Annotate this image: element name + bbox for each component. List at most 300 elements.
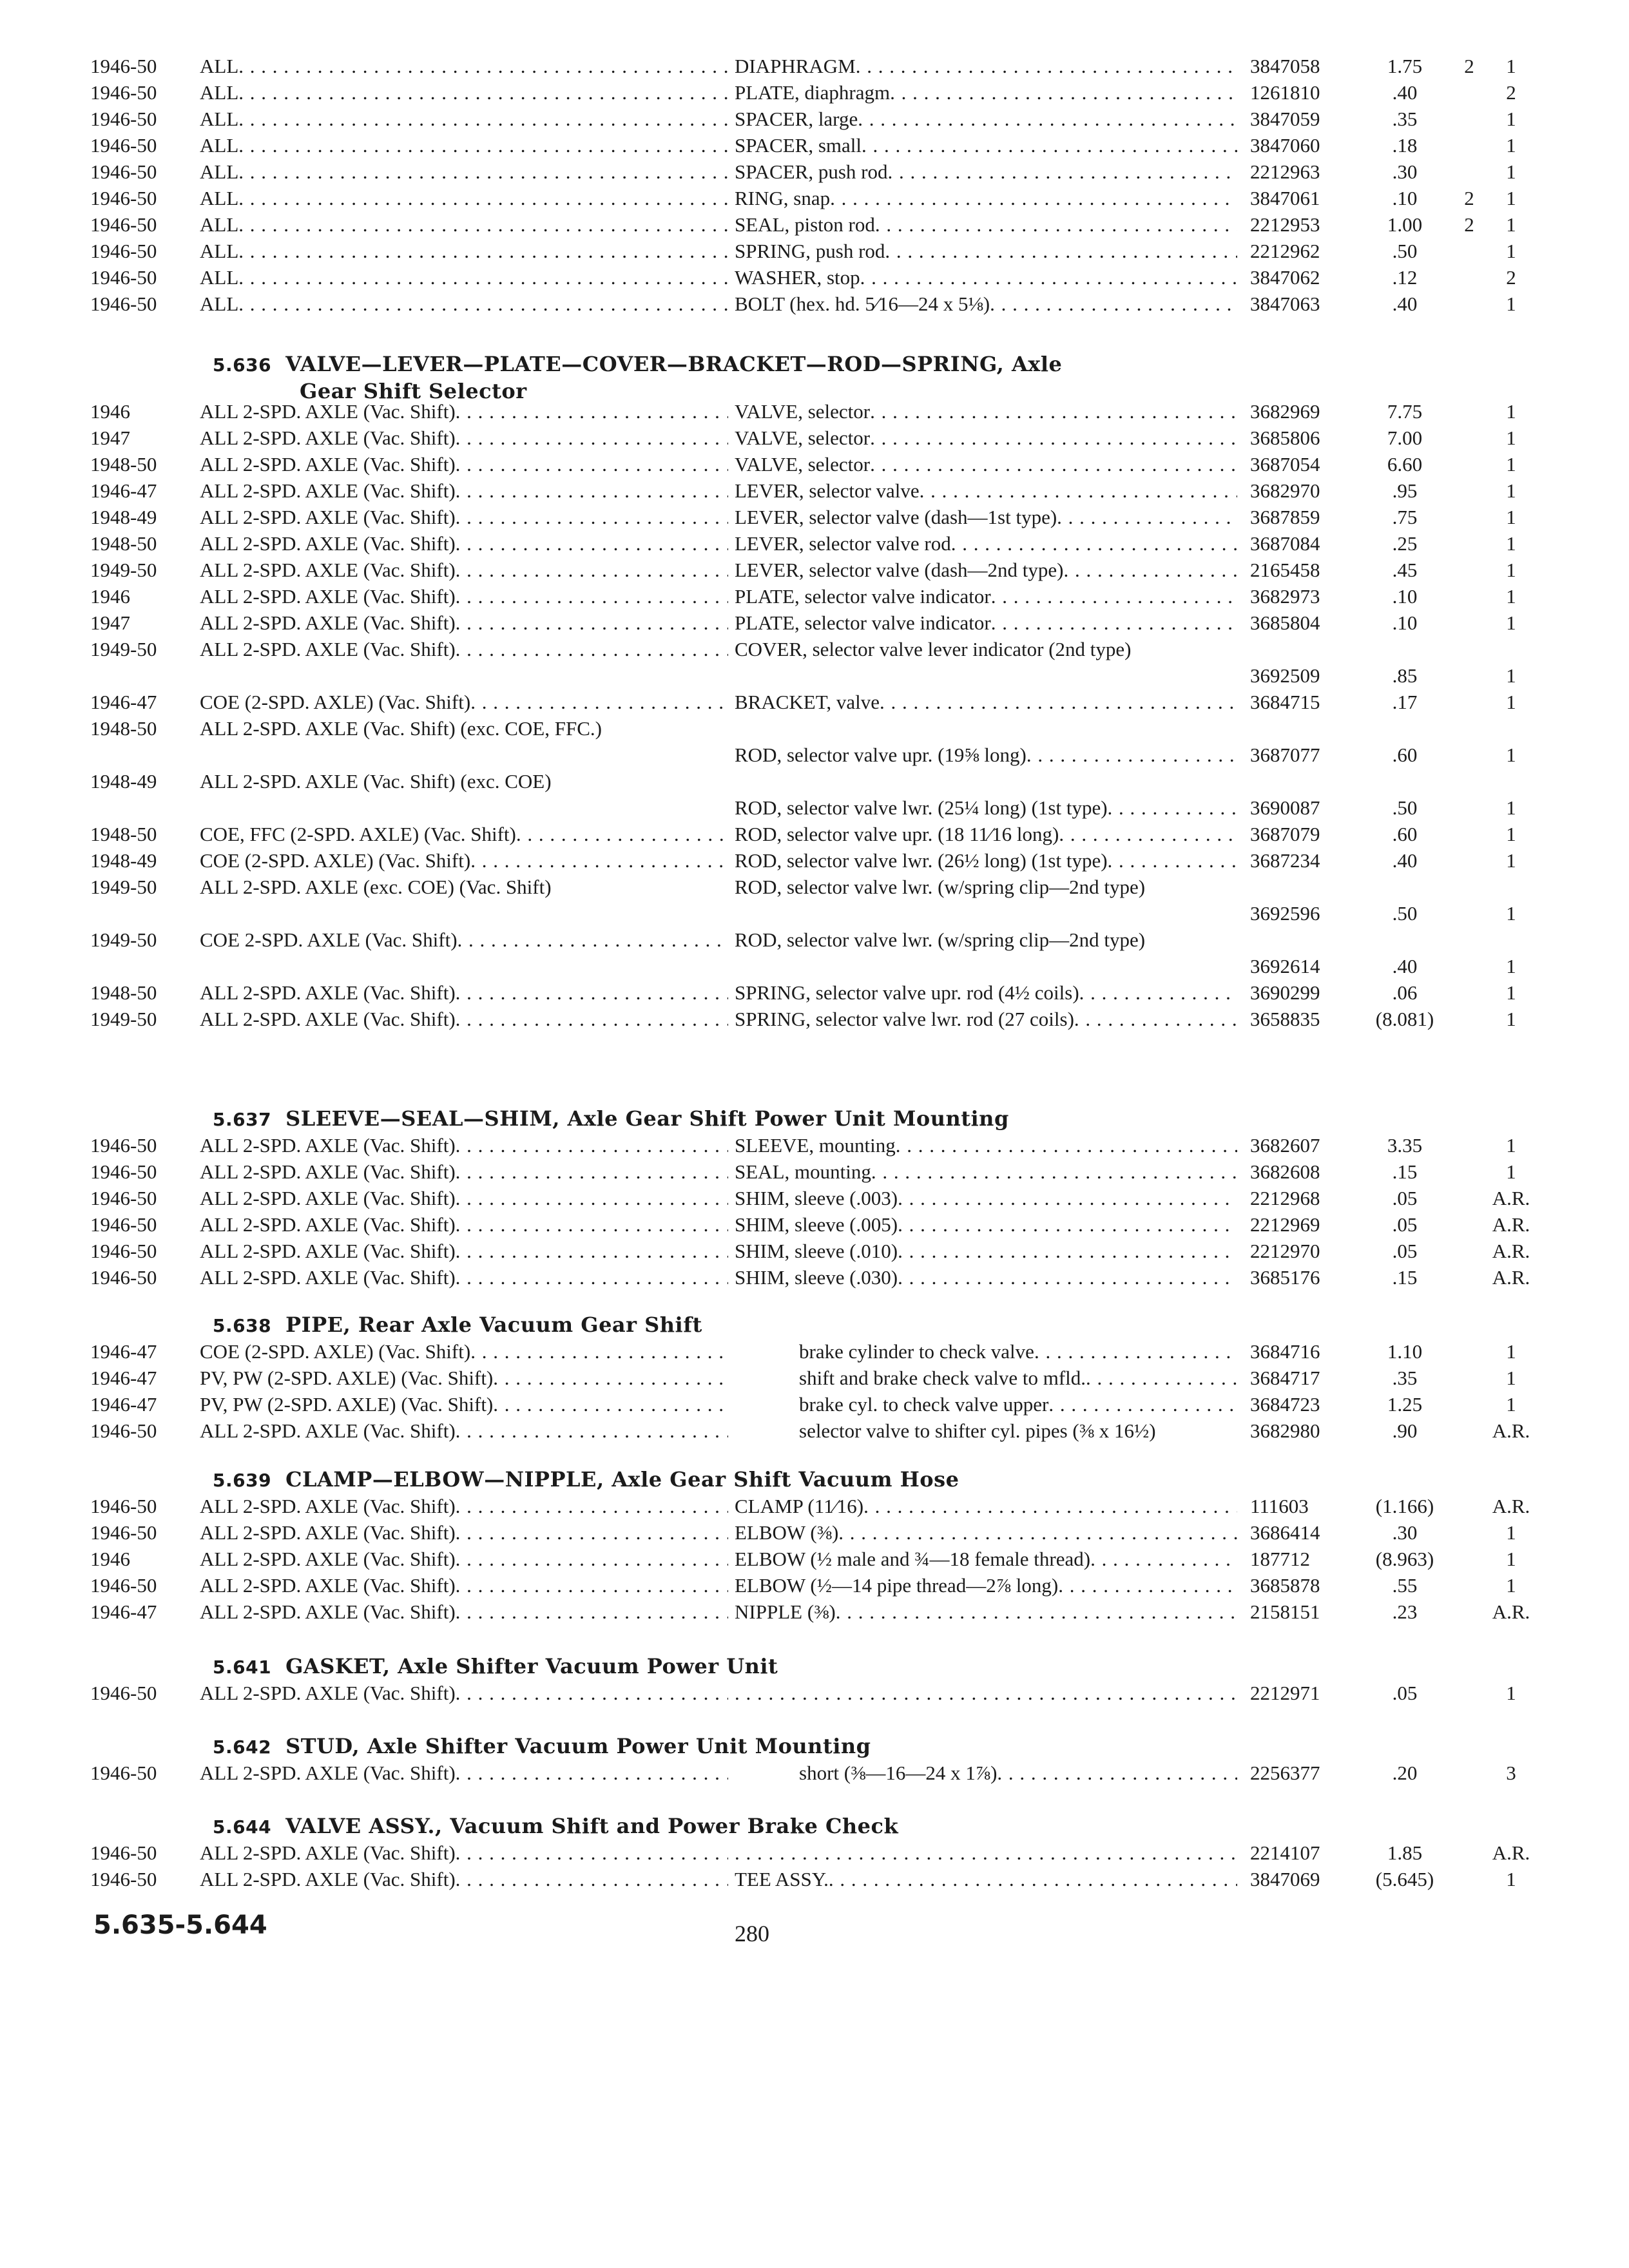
section-title: GASKET, Axle Shifter Vacuum Power Unit	[285, 1654, 778, 1678]
application-text: ALL 2-SPD. AXLE (Vac. Shift)	[200, 1240, 456, 1262]
section-number: 5.642	[213, 1736, 272, 1758]
section-number: 5.637	[213, 1109, 272, 1130]
part-number-cell: 3692596	[1250, 902, 1320, 925]
description-cell	[799, 1760, 1237, 1786]
part-number-cell: 3847063	[1250, 293, 1320, 315]
qty-b-cell: 1	[1506, 453, 1516, 476]
leader-dots	[456, 1599, 728, 1625]
description-cell	[735, 238, 1237, 264]
description-cell	[735, 1680, 1237, 1706]
description-cell	[735, 1493, 1237, 1519]
application-cell	[200, 847, 728, 874]
application-cell	[200, 1264, 728, 1291]
leader-dots	[456, 1572, 728, 1599]
parts-block-continued	[90, 53, 1516, 317]
price-cell: .50	[1392, 240, 1418, 262]
description-text: NIPPLE (⅜)	[735, 1600, 836, 1623]
price-cell: 6.60	[1387, 453, 1423, 476]
section-heading	[213, 1466, 1373, 1494]
price-cell: .35	[1392, 108, 1418, 130]
description-text: PLATE, diaphragm	[735, 81, 891, 104]
description-text: WASHER, stop	[735, 266, 860, 289]
parts-block-5639	[90, 1493, 1530, 1625]
part-number-cell: 111603	[1250, 1495, 1309, 1517]
table-row	[90, 264, 1516, 291]
description-cell	[735, 398, 1237, 425]
year-cell: 1946	[90, 1548, 130, 1570]
price-cell: .60	[1392, 744, 1418, 766]
description-text: RING, snap	[735, 187, 831, 209]
leader-dots	[456, 1418, 728, 1444]
description-text: LEVER, selector valve (dash—2nd type)	[735, 559, 1064, 581]
year-cell: 1946-50	[90, 1160, 157, 1183]
leader-dots	[887, 159, 1237, 185]
year-cell: 1946-47	[90, 1340, 157, 1363]
year-cell: 1946-50	[90, 1495, 157, 1517]
qty-b-cell: 1	[1506, 849, 1516, 872]
part-number-cell: 2212969	[1250, 1213, 1320, 1236]
part-number-cell: 3682980	[1250, 1419, 1320, 1442]
part-number-cell: 2158151	[1250, 1600, 1320, 1623]
leader-dots	[875, 211, 1237, 238]
part-number-cell: 3684715	[1250, 691, 1320, 713]
description-text: SPRING, selector valve lwr. rod (27 coils)	[735, 1008, 1074, 1030]
description-cell	[735, 451, 1237, 477]
application-cell	[200, 530, 728, 557]
parts-block-5636	[90, 398, 1516, 1032]
description-cell	[735, 1572, 1237, 1599]
leader-dots	[456, 425, 728, 451]
part-number-cell: 3686414	[1250, 1521, 1320, 1544]
qty-b-cell: 1	[1506, 1868, 1516, 1890]
year-cell: 1947	[90, 611, 130, 634]
description-text: SLEEVE, mounting	[735, 1134, 896, 1157]
application-text: COE (2-SPD. AXLE) (Vac. Shift)	[200, 849, 471, 872]
section-title: SLEEVE—SEAL—SHIM, Axle Gear Shift Power Unit Mounting	[285, 1106, 1009, 1131]
application-text: ALL 2-SPD. AXLE (Vac. Shift)	[200, 981, 456, 1004]
part-number-cell: 3687084	[1250, 532, 1320, 555]
parts-block-5638	[90, 1338, 1530, 1444]
price-cell: .95	[1392, 479, 1418, 502]
qty-b-cell: 1	[1506, 506, 1516, 528]
leader-dots	[890, 79, 1237, 106]
price-cell: .50	[1392, 796, 1418, 819]
price-cell: .50	[1392, 902, 1418, 925]
year-cell: 1946-50	[90, 213, 157, 236]
description-text: ROD, selector valve lwr. (25¼ long) (1st type)	[735, 796, 1108, 819]
price-cell: .15	[1392, 1266, 1418, 1289]
leader-dots	[238, 238, 728, 264]
qty-b-cell: 1	[1506, 559, 1516, 581]
description-text: LEVER, selector valve	[735, 479, 920, 502]
description-text: SEAL, piston rod	[735, 213, 875, 236]
section-title: CLAMP—ELBOW—NIPPLE, Axle Gear Shift Vacuum Hose	[285, 1467, 959, 1492]
parts-block-5642	[90, 1760, 1516, 1786]
leader-dots	[238, 211, 728, 238]
leader-dots	[456, 610, 728, 636]
description-cell	[735, 1264, 1237, 1291]
table-row	[90, 689, 1516, 715]
leader-dots	[1027, 742, 1237, 768]
leader-dots	[516, 821, 728, 847]
table-row	[90, 1365, 1516, 1391]
leader-dots	[456, 1760, 728, 1786]
application-cell	[200, 504, 728, 530]
section-number: 5.641	[213, 1657, 272, 1678]
leader-dots	[1108, 847, 1237, 874]
description-cell	[735, 821, 1237, 847]
application-cell	[200, 927, 728, 953]
price-cell: 1.85	[1387, 1841, 1423, 1864]
leader-dots	[456, 477, 728, 504]
year-cell: 1946-50	[90, 1868, 157, 1890]
year-cell: 1949-50	[90, 559, 157, 581]
leader-dots	[1108, 794, 1237, 821]
part-number-cell: 3682973	[1250, 585, 1320, 608]
table-row	[90, 768, 1516, 821]
leader-dots	[238, 106, 728, 132]
application-text: ALL 2-SPD. AXLE (exc. COE) (Vac. Shift)	[200, 876, 552, 898]
leader-dots	[238, 79, 728, 106]
leader-dots	[493, 1391, 728, 1418]
price-cell: 3.35	[1387, 1134, 1423, 1157]
application-cell	[200, 79, 728, 106]
leader-dots	[456, 1185, 728, 1211]
leader-dots	[898, 1238, 1237, 1264]
price-cell: 1.10	[1387, 1340, 1423, 1363]
description-text: ELBOW (⅜)	[735, 1521, 839, 1544]
table-row	[90, 1264, 1530, 1291]
part-number-cell: 3682969	[1250, 400, 1320, 423]
year-cell: 1948-49	[90, 849, 157, 872]
description-cell	[735, 53, 1237, 79]
application-cell	[200, 1760, 728, 1786]
table-row	[90, 715, 1516, 768]
application-text: ALL 2-SPD. AXLE (Vac. Shift)	[200, 1419, 456, 1442]
year-cell: 1946-50	[90, 1574, 157, 1597]
leader-dots	[829, 1866, 1237, 1892]
table-row	[90, 1391, 1516, 1418]
qty-b-cell: A.R.	[1492, 1419, 1530, 1442]
description-cell	[735, 1132, 1237, 1158]
price-cell: .75	[1392, 506, 1418, 528]
description-text: PLATE, selector valve indicator	[735, 611, 991, 634]
application-text: COE (2-SPD. AXLE) (Vac. Shift)	[200, 1340, 471, 1363]
qty-b-cell: 1	[1506, 532, 1516, 555]
price-cell: .05	[1392, 1187, 1418, 1209]
application-text: ALL	[200, 108, 239, 130]
application-text: ALL 2-SPD. AXLE (Vac. Shift)	[200, 453, 456, 476]
part-number-cell: 3687077	[1250, 744, 1320, 766]
application-text: ALL 2-SPD. AXLE (Vac. Shift)	[200, 400, 456, 423]
qty-b-cell: 1	[1506, 160, 1516, 183]
leader-dots	[880, 689, 1237, 715]
price-cell: .30	[1392, 160, 1418, 183]
application-cell	[200, 1840, 728, 1866]
table-row	[90, 398, 1516, 425]
leader-dots	[1064, 557, 1238, 583]
application-cell	[200, 636, 728, 662]
leader-dots	[238, 159, 728, 185]
part-number-cell: 2214107	[1250, 1841, 1320, 1864]
table-row	[90, 927, 1516, 979]
section-heading	[213, 351, 1373, 405]
application-text: ALL 2-SPD. AXLE (Vac. Shift)	[200, 1762, 456, 1784]
price-cell: (1.166)	[1375, 1495, 1434, 1517]
table-row	[90, 636, 1516, 689]
leader-dots	[456, 451, 728, 477]
application-text: ALL 2-SPD. AXLE (Vac. Shift)	[200, 1213, 456, 1236]
price-cell: .18	[1392, 134, 1418, 157]
qty-b-cell: A.R.	[1492, 1841, 1530, 1864]
part-number-cell: 3847059	[1250, 108, 1320, 130]
description-cell	[735, 264, 1237, 291]
qty-b-cell: 1	[1506, 427, 1516, 449]
price-cell: .23	[1392, 1600, 1418, 1623]
description-cell: ROD, selector valve lwr. (w/spring clip—2nd type)	[735, 928, 1146, 951]
qty-b-cell: 1	[1506, 134, 1516, 157]
application-cell	[200, 1006, 728, 1032]
qty-b-cell: 1	[1506, 1393, 1516, 1416]
table-row	[90, 425, 1516, 451]
description-text: ROD, selector valve lwr. (26½ long) (1st type)	[735, 849, 1108, 872]
description-cell	[735, 1599, 1237, 1625]
section-subtitle: Gear Shift Selector	[300, 379, 527, 403]
application-text: ALL 2-SPD. AXLE (Vac. Shift)	[200, 1187, 456, 1209]
leader-dots	[1048, 1391, 1237, 1418]
description-text: LEVER, selector valve rod	[735, 532, 951, 555]
table-row	[90, 211, 1516, 238]
table-row	[90, 238, 1516, 264]
leader-dots	[997, 1760, 1237, 1786]
part-number-cell: 3687079	[1250, 823, 1320, 845]
table-row	[90, 1519, 1516, 1546]
application-cell	[200, 1238, 728, 1264]
part-number-cell: 1261810	[1250, 81, 1320, 104]
part-number-cell: 2212962	[1250, 240, 1320, 262]
year-cell: 1948-50	[90, 453, 157, 476]
qty-b-cell: 1	[1506, 691, 1516, 713]
table-row	[90, 1211, 1530, 1238]
description-cell	[735, 185, 1237, 211]
description-text: TEE ASSY.	[735, 1868, 829, 1890]
leader-dots	[830, 185, 1237, 211]
qty-b-cell: 1	[1506, 585, 1516, 608]
price-cell: .10	[1392, 585, 1418, 608]
part-number-cell: 2212963	[1250, 160, 1320, 183]
year-cell: 1948-50	[90, 532, 157, 555]
year-cell: 1948-49	[90, 506, 157, 528]
leader-dots	[456, 1866, 728, 1892]
application-cell	[200, 211, 728, 238]
part-number-cell: 3690299	[1250, 981, 1320, 1004]
part-number-cell: 2212953	[1250, 213, 1320, 236]
leader-dots	[951, 530, 1237, 557]
table-row	[90, 1599, 1530, 1625]
description-text: ROD, selector valve upr. (18 11⁄16 long)	[735, 823, 1059, 845]
application-cell	[200, 1158, 728, 1185]
qty-b-cell: 1	[1506, 240, 1516, 262]
description-cell	[735, 742, 1237, 768]
leader-dots	[870, 425, 1237, 451]
application-text: ALL	[200, 293, 239, 315]
year-cell: 1949-50	[90, 638, 157, 660]
part-number-cell: 3685804	[1250, 611, 1320, 634]
year-cell: 1946-50	[90, 1841, 157, 1864]
table-row	[90, 504, 1516, 530]
qty-b-cell: 1	[1506, 1134, 1516, 1157]
description-text: VALVE, selector	[735, 400, 871, 423]
table-row	[90, 1158, 1516, 1185]
section-range-footer: 5.635-5.644	[93, 1910, 267, 1940]
description-cell	[735, 1158, 1237, 1185]
section-number: 5.644	[213, 1816, 272, 1838]
table-row	[90, 1840, 1530, 1866]
qty-b-cell: 1	[1506, 744, 1516, 766]
description-text: selector valve to shifter cyl. pipes (⅜ x 16½)	[799, 1419, 1156, 1442]
price-cell: 7.75	[1387, 400, 1423, 423]
application-text: ALL 2-SPD. AXLE (Vac. Shift)	[200, 479, 456, 502]
qty-b-cell: A.R.	[1492, 1240, 1530, 1262]
leader-dots	[885, 238, 1237, 264]
leader-dots	[238, 132, 728, 159]
year-cell: 1946-50	[90, 55, 157, 77]
leader-dots	[863, 1493, 1237, 1519]
description-cell	[735, 425, 1237, 451]
qty-a-cell: 2	[1464, 187, 1474, 209]
section-number: 5.638	[213, 1315, 272, 1336]
year-cell: 1946-47	[90, 479, 157, 502]
leader-dots	[991, 583, 1237, 610]
table-row	[90, 1866, 1516, 1892]
application-text: ALL 2-SPD. AXLE (Vac. Shift)	[200, 585, 456, 608]
application-text: COE 2-SPD. AXLE (Vac. Shift)	[200, 928, 458, 951]
leader-dots	[456, 1840, 728, 1866]
leader-dots	[860, 264, 1237, 291]
leader-dots	[1090, 1546, 1237, 1572]
application-cell	[200, 398, 728, 425]
table-row	[90, 874, 1516, 927]
application-text: ALL 2-SPD. AXLE (Vac. Shift)	[200, 1841, 456, 1864]
section-heading	[213, 1733, 1373, 1760]
price-cell: .60	[1392, 823, 1418, 845]
year-cell: 1946-50	[90, 266, 157, 289]
leader-dots	[456, 1264, 728, 1291]
leader-dots	[920, 477, 1237, 504]
price-cell: .05	[1392, 1240, 1418, 1262]
year-cell: 1946-50	[90, 1682, 157, 1704]
application-text: ALL	[200, 55, 239, 77]
table-row	[90, 1493, 1530, 1519]
price-cell: .40	[1392, 81, 1418, 104]
description-cell: ROD, selector valve lwr. (w/spring clip—2nd type)	[735, 876, 1146, 898]
description-text: brake cyl. to check valve upper	[799, 1393, 1049, 1416]
application-text: COE (2-SPD. AXLE) (Vac. Shift)	[200, 691, 471, 713]
qty-a-cell: 2	[1464, 213, 1474, 236]
description-text: brake cylinder to check valve	[799, 1340, 1034, 1363]
price-cell: .20	[1392, 1762, 1418, 1784]
description-text: VALVE, selector	[735, 453, 871, 476]
table-row	[90, 79, 1516, 106]
leader-dots	[856, 53, 1237, 79]
part-number-cell: 3684723	[1250, 1393, 1320, 1416]
qty-b-cell: 1	[1506, 1160, 1516, 1183]
part-number-cell: 2165458	[1250, 559, 1320, 581]
qty-b-cell: 1	[1506, 796, 1516, 819]
description-cell	[799, 1365, 1237, 1391]
qty-b-cell: 1	[1506, 955, 1516, 977]
table-row	[90, 557, 1516, 583]
year-cell: 1946-50	[90, 1134, 157, 1157]
qty-b-cell: 1	[1506, 108, 1516, 130]
section-title: VALVE—LEVER—PLATE—COVER—BRACKET—ROD—SPRING, Axle	[285, 352, 1063, 376]
part-number-cell: 3687859	[1250, 506, 1320, 528]
leader-dots	[456, 1211, 728, 1238]
price-cell: .10	[1392, 187, 1418, 209]
description-cell	[735, 291, 1237, 317]
part-number-cell: 3692509	[1250, 664, 1320, 687]
leader-dots	[871, 1158, 1237, 1185]
leader-dots	[238, 53, 728, 79]
part-number-cell: 2256377	[1250, 1762, 1320, 1784]
part-number-cell: 3682608	[1250, 1160, 1320, 1183]
price-cell: .05	[1392, 1213, 1418, 1236]
description-text: ROD, selector valve upr. (19⅝ long)	[735, 744, 1027, 766]
table-row	[90, 610, 1516, 636]
application-cell	[200, 238, 728, 264]
description-cell	[735, 610, 1237, 636]
part-number-cell: 3682970	[1250, 479, 1320, 502]
part-number-cell: 3687054	[1250, 453, 1320, 476]
leader-dots	[858, 106, 1237, 132]
section-number: 5.636	[213, 354, 272, 376]
price-cell: 1.75	[1387, 55, 1423, 77]
price-cell: .15	[1392, 1160, 1418, 1183]
application-cell	[200, 1132, 728, 1158]
application-cell	[200, 425, 728, 451]
part-number-cell: 3847069	[1250, 1868, 1320, 1890]
table-row	[90, 821, 1516, 847]
leader-dots	[238, 291, 728, 317]
year-cell: 1946-47	[90, 1600, 157, 1623]
table-row	[90, 1680, 1516, 1706]
part-number-cell: 3847062	[1250, 266, 1320, 289]
leader-dots	[1058, 1572, 1237, 1599]
application-text: PV, PW (2-SPD. AXLE) (Vac. Shift)	[200, 1367, 494, 1389]
application-cell	[200, 1338, 728, 1365]
price-cell: .25	[1392, 532, 1418, 555]
price-cell: 1.25	[1387, 1393, 1423, 1416]
description-cell	[735, 583, 1237, 610]
table-row	[90, 1572, 1516, 1599]
table-row	[90, 1760, 1516, 1786]
year-cell: 1946-50	[90, 293, 157, 315]
table-row	[90, 159, 1516, 185]
table-row	[90, 1546, 1516, 1572]
application-text: PV, PW (2-SPD. AXLE) (Vac. Shift)	[200, 1393, 494, 1416]
application-text: ALL 2-SPD. AXLE (Vac. Shift)	[200, 1868, 456, 1890]
table-row	[90, 1418, 1530, 1444]
qty-b-cell: 1	[1506, 400, 1516, 423]
application-text: ALL	[200, 81, 239, 104]
description-cell	[735, 557, 1237, 583]
price-cell: .90	[1392, 1419, 1418, 1442]
leader-dots	[1074, 1006, 1237, 1032]
leader-dots	[990, 291, 1237, 317]
description-cell	[735, 211, 1237, 238]
year-cell: 1946-50	[90, 240, 157, 262]
part-number-cell: 2212971	[1250, 1682, 1320, 1704]
